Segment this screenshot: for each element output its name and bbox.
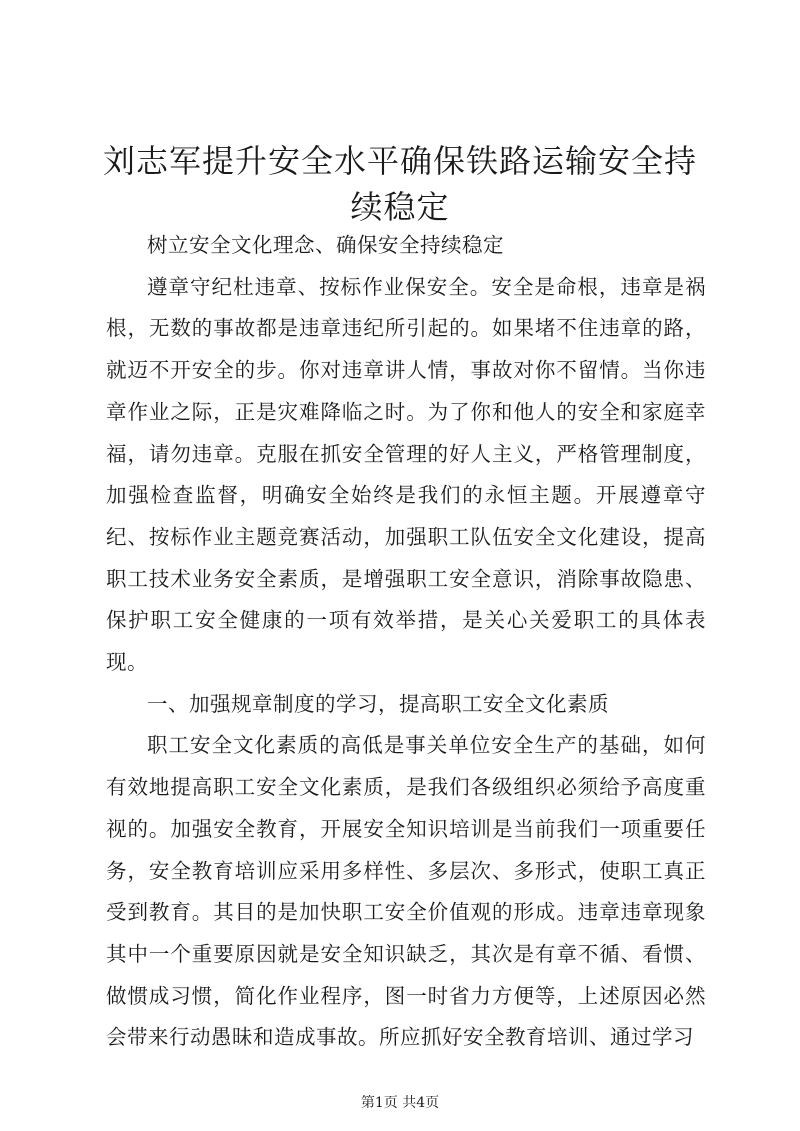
page-footer: 第1页 共4页 <box>360 1095 440 1111</box>
document-body <box>106 225 706 1059</box>
section-heading: 一、加强规章制度的学习，提高职工安全文化素质 <box>147 691 609 716</box>
paragraph-subtitle: 树立安全文化理念、确保安全持续稳定 <box>147 233 504 257</box>
document-title: 刘志军提升安全水平确保铁路运输安全持续稳定 <box>102 142 697 226</box>
paragraph: 遵章守纪杜违章、按标作业保安全。安全是命根，违章是祸根，无数的事故都是违章违纪所引起的。如果堵不住违章的路，就迈不开安全的步。你对违章讲人情，事故对你不留情。当你违章作业之际，正是灾难降临之时。为了你和他人的安全和家庭幸福，请勿违章。克服在抓安全管理的好人主义，严格管理制度，加强检查监督，明确安全始终是我们的永恒主题。开展遵章守纪、按标作业主题竞赛活动，加强职工队伍安全文化建设，提高职工技术业务安全素质，是增强职工安全意识，消除事故隐患、保护职工安全健康的一项有效举措，是关心关爱职工的具体表现。 <box>106 274 706 675</box>
paragraph: 职工安全文化素质的高低是事关单位安全生产的基础，如何有效地提高职工安全文化素质，是我们各级组织必须给予高度重视的。加强安全教育，开展安全知识培训是当前我们一项重要任务，安全教育培训应采用多样性、多层次、多形式，使职工真正受到教育。其目的是加快职工安全价值观的形成。违章违章现象其中一个重要原因就是安全知识缺乏，其次是有章不循、看惯、做惯成习惯，简化作业程序，图一时省力方便等，上述原因必然会带来行动愚昧和造成事故。所应抓好安全教育培训、通过学习 <box>106 733 706 1050</box>
